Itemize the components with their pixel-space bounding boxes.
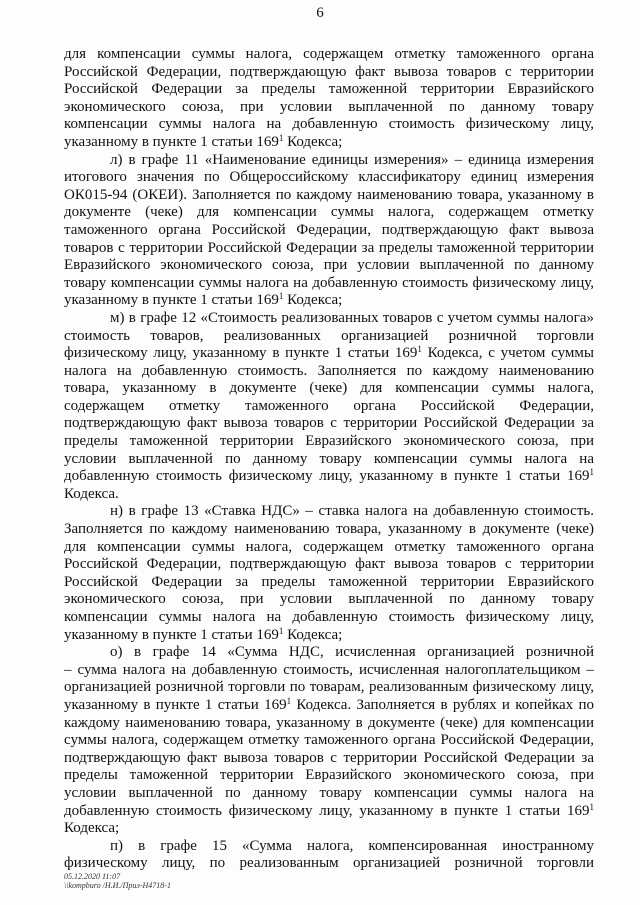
text-line: Евразийского экономического союза, при условии выплаченной по данному <box>64 257 594 274</box>
text-line: экономического союза, при условии выплаченной по данному товару <box>64 98 594 115</box>
footer-date: 05.12.2020 11:07 <box>64 872 121 881</box>
text-line: Российской Федерации, подтверждающую факт вывоза товаров с территории <box>64 63 594 80</box>
text-line: – сумма налога на добавленную стоимость, исчисленная налогоплательщиком – <box>64 661 594 678</box>
text-line: пределы таможенной территории Евразийского экономического союза, при <box>64 767 594 784</box>
body-text <box>64 46 594 873</box>
superscript-one: 1 <box>417 345 422 355</box>
text-line: суммы налога, содержащем отметку таможенного органа Российской Федерации, <box>64 732 594 749</box>
text-line: подтверждающую факт вывоза товаров с территории Российской Федерации за <box>64 415 594 432</box>
text-line: указанному в пункте 1 статьи $169^1$ Кодекса. Заполняется в рублях и копейках по <box>64 696 594 713</box>
text-line: Кодекса. <box>64 485 119 502</box>
footer-file-path: \\kompburo /Н.И./Прил-Н4718-1 <box>64 881 171 890</box>
footer <box>64 872 364 890</box>
superscript-one: 1 <box>278 291 284 302</box>
text-line: Заполняется по каждому наименованию товара, указанному в документе (чеке) <box>64 521 594 538</box>
text-line: Кодекса; <box>64 820 120 837</box>
text-line: компенсации суммы налога на добавленную стоимость физическому лицу, <box>64 609 594 625</box>
text-line: условии выплаченной по данному товару компенсации суммы налога на <box>64 450 594 467</box>
page-number: 6 <box>316 5 324 21</box>
text-line: указанному в пункте 1 статьи $169^1$ Кодекса; <box>64 132 343 150</box>
text-line: добавленную стоимость физическому лицу, указанному в пункте 1 статьи $169^1$ <box>64 802 594 819</box>
text-line: стоимость товаров, реализованных организацией розничной торговли <box>64 327 594 344</box>
text-line: добавленную стоимость физическому лицу, указанному в пункте 1 статьи $169^1$ <box>64 468 594 485</box>
text-line: физическому лицу, по реализованным организацией розничной торговли <box>64 855 594 872</box>
text-line: налога на добавленную стоимость. Заполняется по каждому наименованию <box>64 362 594 379</box>
text-line: товару компенсации суммы налога на добавленную стоимость физическому лицу, <box>64 274 594 291</box>
text-line: Российской Федерации за пределы таможенной территории Евразийского <box>64 81 594 98</box>
text-line: физическому лицу, указанному в пункте 1 статьи $169^1$ Кодекса, с учетом суммы <box>64 345 594 362</box>
text-line: каждому наименованию товара, указанному в документе (чеке) для компенсации <box>64 714 594 731</box>
text-line: экономического союза, при условии выплаченной по данному товару <box>64 591 594 608</box>
text-line: товаров с территории Российской Федерации за пределы таможенной территории <box>64 239 594 256</box>
superscript-one: 1 <box>286 696 292 706</box>
superscript-one: 1 <box>589 468 594 478</box>
text-line: таможенного органа Российской Федерации, подтверждающую факт вывоза <box>64 221 594 238</box>
text-line: товара, указанному в документе (чеке) для компенсации суммы налога, <box>64 380 594 397</box>
superscript-one: 1 <box>278 132 284 143</box>
text-line: о) в графе 14 «Сумма НДС, исчисленная организацией розничной <box>110 644 594 661</box>
superscript-one: 1 <box>278 625 284 636</box>
text-line: условии выплаченной по данному товару компенсации суммы налога на <box>64 784 594 801</box>
text-line: указанному в пункте 1 статьи $169^1$ Кодекса; <box>64 625 343 643</box>
superscript-one: 1 <box>589 802 594 812</box>
text-line: компенсации суммы налога на добавленную стоимость физическому лицу, <box>64 116 594 133</box>
text-line: пределы таможенной территории Евразийского экономического союза, при <box>64 433 594 450</box>
text-line: документе (чеке) для компенсации суммы налога, содержащем отметку <box>64 204 594 221</box>
text-line: н) в графе 13 «Ставка НДС» – ставка налога на добавленную стоимость. <box>110 503 594 520</box>
text-line: п) в графе 15 «Сумма налога, компенсированная иностранному <box>110 837 594 854</box>
text-line: содержащем отметку таможенного органа Российской Федерации, <box>64 397 594 414</box>
text-line: для компенсации суммы налога, содержащем отметку таможенного органа <box>64 538 594 555</box>
text-line: для компенсации суммы налога, содержащем отметку таможенного органа <box>64 46 594 62</box>
text-line: л) в графе 11 «Наименование единицы измерения» – единица измерения <box>110 151 594 168</box>
text-line: организацией розничной торговли по товарам, реализованным физическому лицу, <box>64 679 594 696</box>
text-line: ОК015-94 (ОКЕИ). Заполняется по каждому наименованию товара, указанному в <box>64 186 594 203</box>
text-line: подтверждающую факт вывоза товаров с территории Российской Федерации за <box>64 749 594 766</box>
text-line: Российской Федерации за пределы таможенной территории Евразийского <box>64 573 594 590</box>
text-line: Российской Федерации, подтверждающую факт вывоза товаров с территории <box>64 556 594 573</box>
text-line: итогового значения по Общероссийскому классификатору единиц измерения <box>64 169 594 186</box>
text-line: м) в графе 12 «Стоимость реализованных товаров с учетом суммы налога» <box>110 309 594 326</box>
text-line: указанному в пункте 1 статьи $169^1$ Кодекса; <box>64 291 343 309</box>
